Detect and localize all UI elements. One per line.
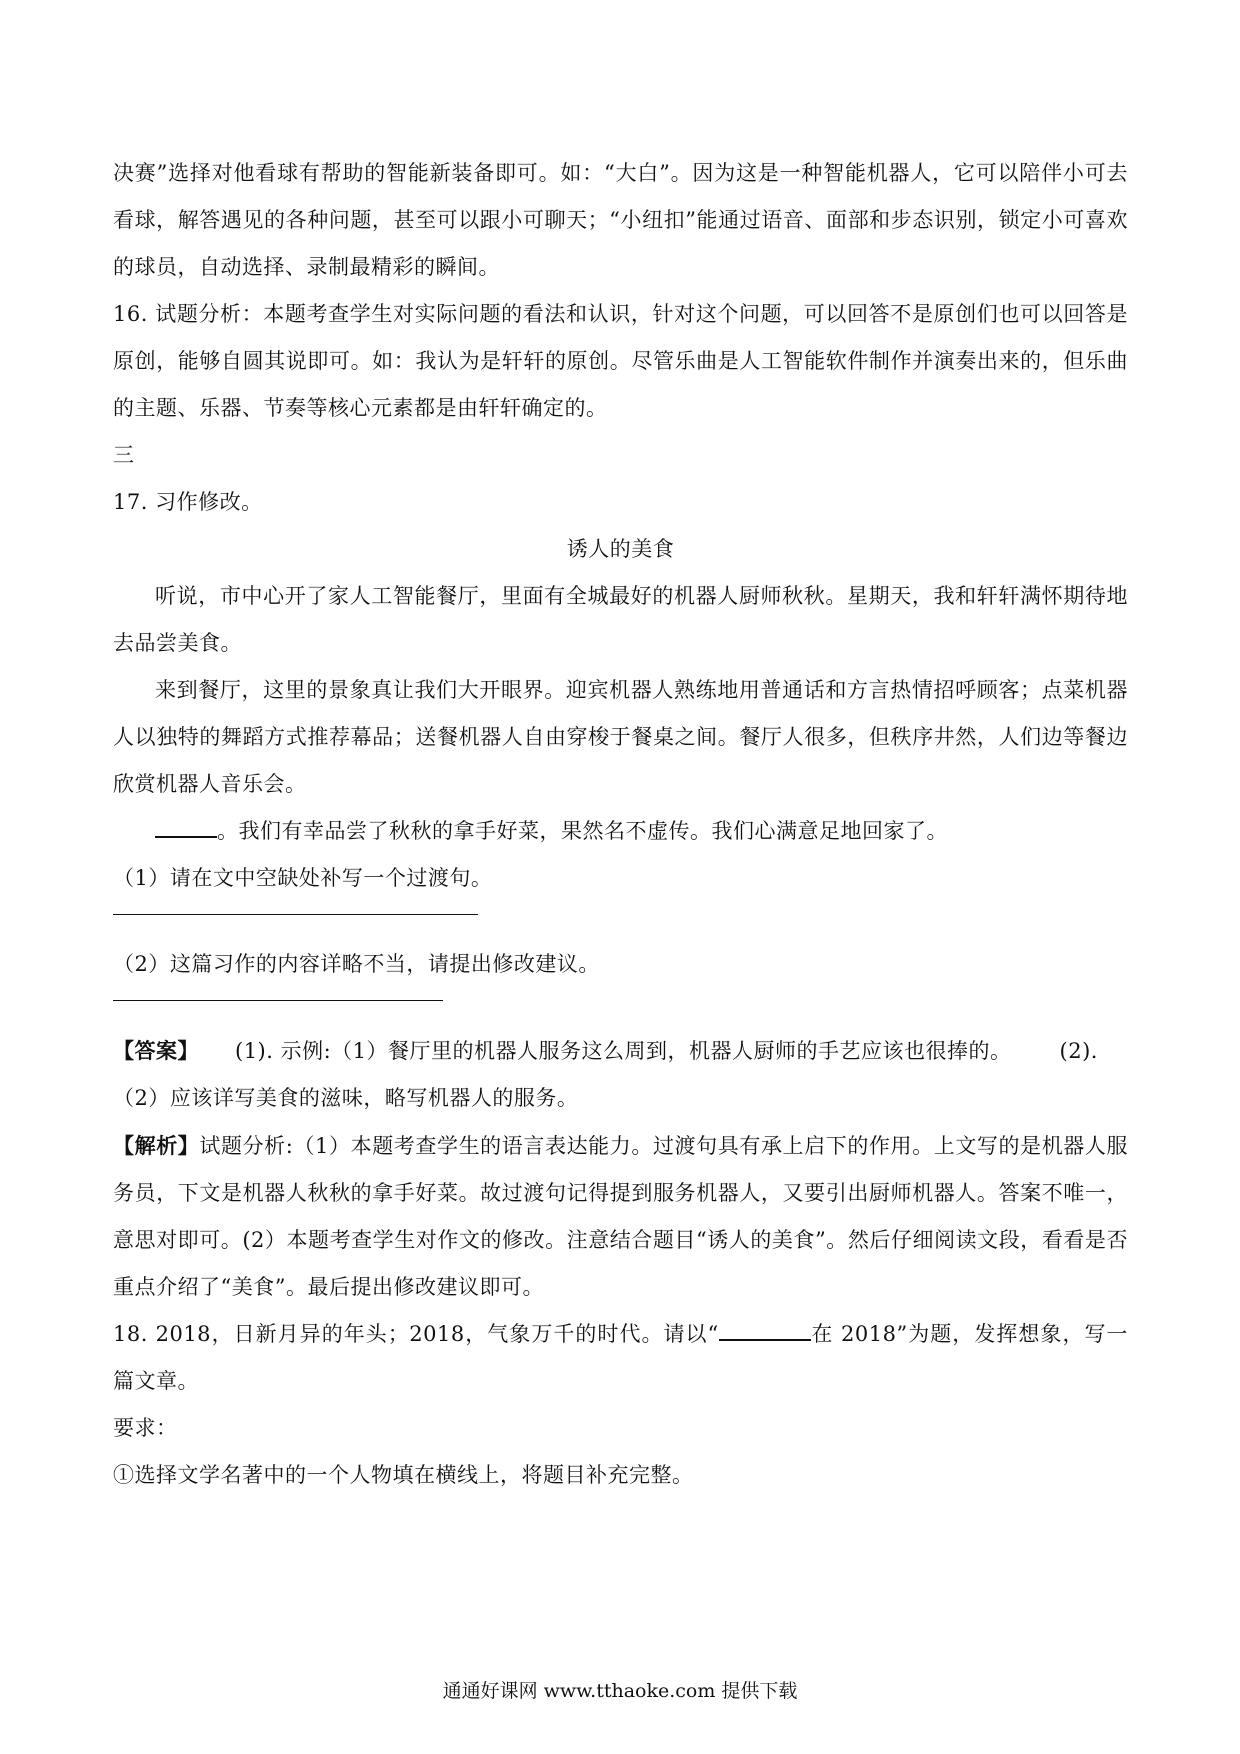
document-body — [113, 150, 1128, 1499]
answer-line-1 — [113, 914, 478, 915]
question-17-part-2: （2）这篇习作的内容详略不当，请提出修改建议。 — [113, 952, 600, 976]
analysis-label: 【解析】 — [113, 1133, 200, 1158]
essay-title: 诱人的美食 — [566, 537, 675, 561]
essay-paragraph-3 — [113, 808, 1128, 855]
analysis-text: 试题分析:（1）本题考查学生的语言表达能力。过渡句具有承上启下的作用。上文写的是机器人服务员，下文是机器人秋秋的拿手好菜。故过渡句记得提到服务机器人，又要引出厨师机器人。答案不唯一，意思对即可。(2）本题考查学生对作文的修改。注意结合题目“诱人的美食”。然后仔细阅读文段，看看是否重点介绍了“美食”。最后提出修改建议即可。 — [113, 1134, 1128, 1299]
question-18-prefix: 18. 2018，日新月异的年头；2018，气象万千的时代。请以“ — [113, 1322, 719, 1346]
answer-part-2-number: (2). — [1059, 1039, 1098, 1063]
answer-block — [113, 1027, 1128, 1122]
answer-part-1: (1). 示例:（1）餐厅里的机器人服务这么周到，机器人厨师的手艺应该也很捧的。 — [235, 1039, 1012, 1063]
question-18 — [113, 1311, 1128, 1405]
question-17-heading: 17. 习作修改。 — [113, 490, 263, 514]
title-blank — [719, 1317, 811, 1341]
essay-paragraph-3-text: 。我们有幸品尝了秋秋的拿手好菜，果然名不虚传。我们心满意足地回家了。 — [217, 819, 948, 843]
question-17-part-1: （1）请在文中空缺处补写一个过渡句。 — [113, 866, 493, 890]
section-heading-3: 三 — [113, 443, 135, 467]
page-footer: 通通好课网 www.tthaoke.com 提供下载 — [442, 1680, 798, 1702]
fill-in-blank — [155, 814, 217, 838]
answer-line-2 — [113, 1000, 443, 1001]
question-18-suffix: 在 2018”为题，发挥想象，写一篇文章。 — [113, 1322, 1128, 1393]
essay-paragraph-2: 来到餐厅，这里的景象真让我们大开眼界。迎宾机器人熟练地用普通话和方言热情招呼顾客；点菜机器人以独特的舞蹈方式推荐幕品；送餐机器人自由穿梭于餐桌之间。餐厅人很多，但秩序井然，人们边等餐边欣赏机器人音乐会。 — [113, 678, 1128, 796]
answer-label: 【答案】 — [113, 1038, 199, 1063]
analysis-block — [113, 1122, 1128, 1311]
requirements-label: 要求： — [113, 1416, 178, 1440]
requirement-1: ①选择文学名著中的一个人物填在横线上，将题目补充完整。 — [113, 1463, 694, 1487]
essay-paragraph-1: 听说，市中心开了家人工智能餐厅，里面有全城最好的机器人厨师秋秋。星期天，我和轩轩满怀期待地去品尝美食。 — [113, 584, 1128, 655]
paragraph-answer-15-continued: 决赛”选择对他看球有帮助的智能新装备即可。如：“大白”。因为这是一种智能机器人，它可以陪伴小可去看球，解答遇见的各种问题，甚至可以跟小可聊天；“小纽扣”能通过语音、面部和步态识别，锁定小可喜欢的球员，自动选择、录制最精彩的瞬间。 — [113, 161, 1128, 279]
answer-part-2: （2）应该详写美食的滋味，略写机器人的服务。 — [113, 1086, 579, 1110]
paragraph-question-16: 16. 试题分析：本题考查学生对实际问题的看法和认识，针对这个问题，可以回答不是原创们也可以回答是原创，能够自圆其说即可。如：我认为是轩轩的原创。尽管乐曲是人工智能软件制作并演奏出来的，但乐曲的主题、乐器、节奏等核心元素都是由轩轩确定的。 — [113, 302, 1128, 420]
